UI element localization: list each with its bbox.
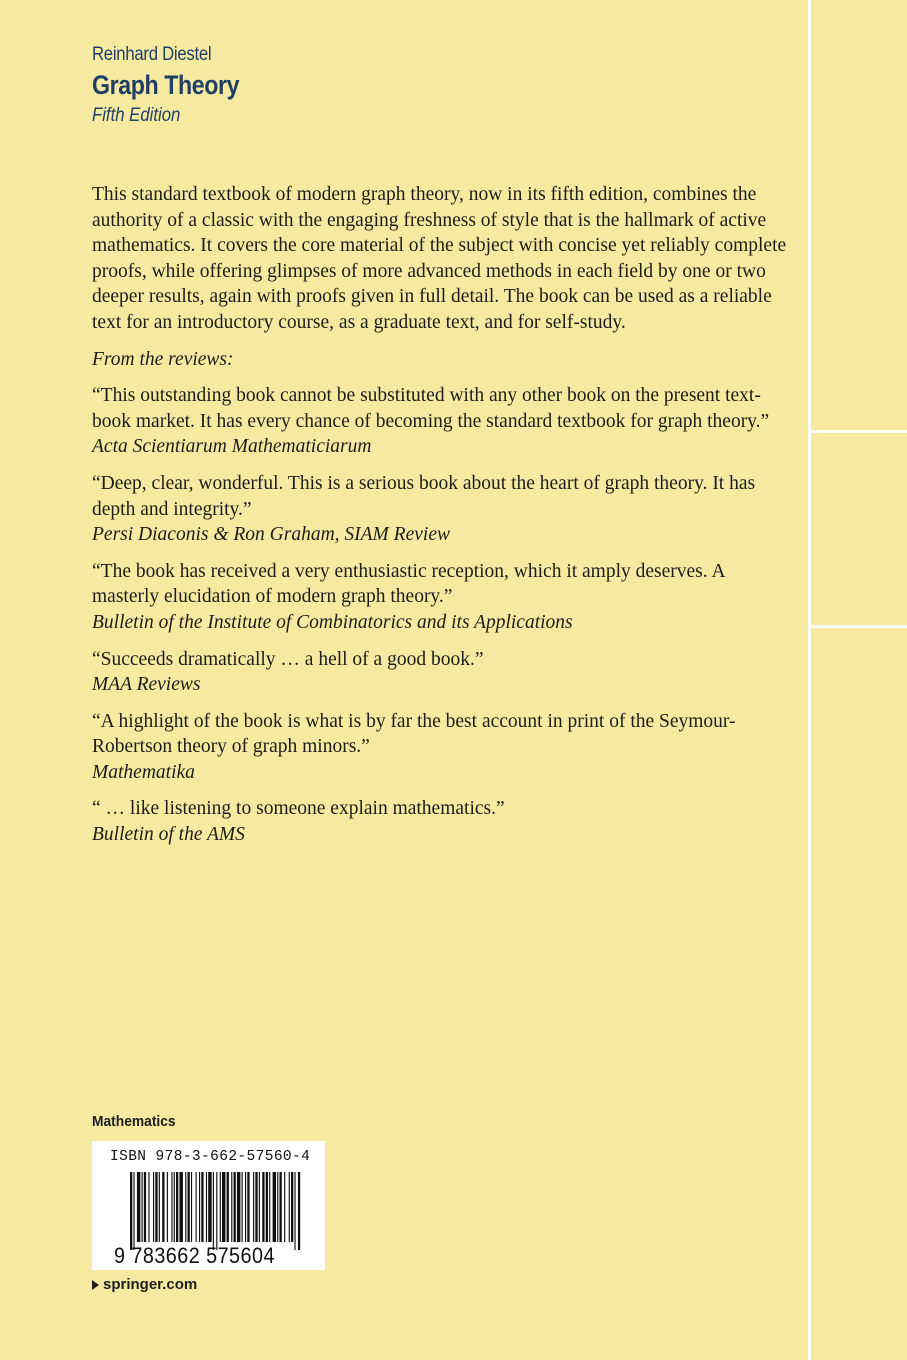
review-quote: “ … like listening to someone explain mathematics.” — [92, 798, 505, 820]
review-quote: “A highlight of the book is what is by far the best account in print of the Seymour-Robertson theory of graph minors.” — [92, 710, 736, 758]
book-description: This standard textbook of modern graph theory, now in its fifth edition, combines the authority of a classic with the engaging freshness of style that is the hallmark of active mathematics. It covers the core material of the subject with concise yet reliably complete proofs, while offering glimpses of more advanced methods in each field by one or two deeper results, again with proofs given in full detail. The book can be used as a reliable text for an introductory course, as a graduate text, and for self-study. — [92, 184, 787, 333]
arrow-right-icon — [92, 1280, 99, 1290]
spine-line-lower — [811, 625, 907, 628]
subject-category: Mathematics — [92, 1113, 176, 1130]
review-quote: “This outstanding book cannot be substituted with any other book on the present text-book market. It has every chance of becoming the standard textbook for graph theory.” — [92, 385, 770, 432]
reviews-heading: From the reviews: — [92, 348, 234, 370]
isbn-label: ISBN 978-3-662-57560-4 — [110, 1149, 311, 1165]
review-source: Bulletin of the AMS — [92, 824, 245, 846]
review-item — [92, 709, 792, 786]
publisher-website[interactable] — [92, 1276, 197, 1293]
review-item — [92, 471, 792, 548]
barcode-digits: 9 783662 575604 — [114, 1243, 275, 1268]
spine-divider — [808, 0, 811, 1360]
review-quote: “Succeeds dramatically … a hell of a good book.” — [92, 648, 484, 670]
book-title: Graph Theory — [92, 70, 240, 100]
isbn-barcode — [92, 1141, 325, 1270]
book-header — [92, 44, 263, 127]
review-item — [92, 796, 792, 847]
review-source: Persi Diaconis & Ron Graham, SIAM Review — [92, 524, 450, 546]
review-item — [92, 647, 792, 698]
review-source: MAA Reviews — [92, 674, 201, 696]
review-quote: “Deep, clear, wonderful. This is a serious book about the heart of graph theory. It has depth and integrity.” — [92, 472, 756, 520]
edition-label: Fifth Edition — [92, 105, 181, 126]
review-source: Mathematika — [92, 761, 195, 783]
review-source: Acta Scientiarum Mathematiciarum — [92, 436, 372, 458]
website-label[interactable]: springer.com — [103, 1276, 198, 1293]
review-source: Bulletin of the Institute of Combinatorics and its Applications — [92, 611, 573, 633]
spine-line-upper — [811, 430, 907, 433]
review-item — [92, 559, 792, 636]
review-quote: “The book has received a very enthusiastic reception, which it amply deserves. A masterly elucidation of modern graph theory.” — [92, 560, 725, 608]
back-cover-text — [92, 182, 792, 848]
review-item — [92, 383, 792, 460]
author-name: Reinhard Diestel — [92, 44, 212, 65]
